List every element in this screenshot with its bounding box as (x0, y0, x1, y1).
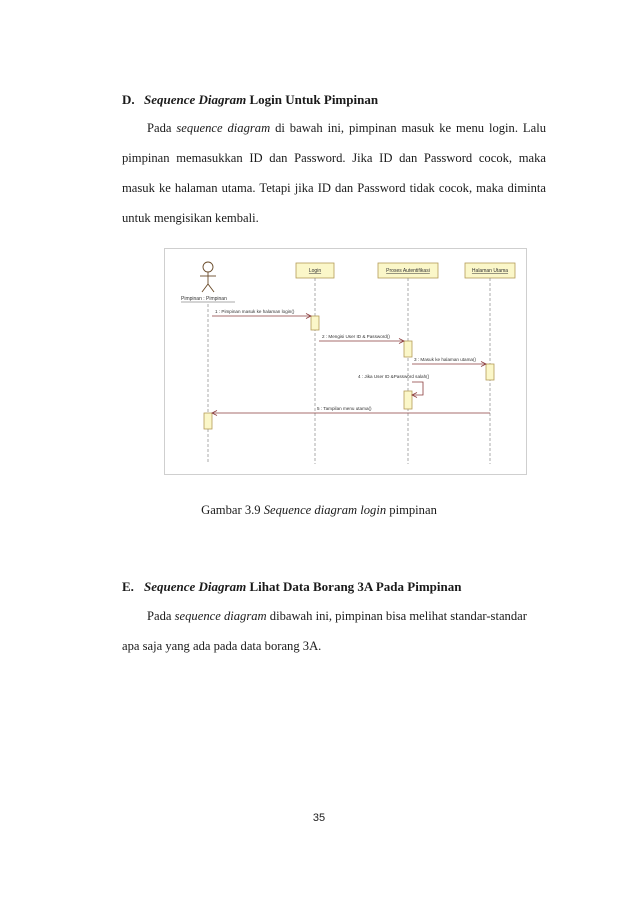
message-4-arrow (412, 382, 423, 395)
section-d-heading (122, 92, 378, 108)
section-d-title-italic: Sequence Diagram (144, 92, 247, 107)
lifeline-home-label: Halaman Utama (471, 268, 509, 274)
paragraph-line: masuk ke halaman utama. Tetapi jika ID dan Password tidak cocok, maka diminta (122, 181, 546, 195)
lifeline-auth-label: Proses Autentifikasi (386, 268, 430, 274)
message-5-label: 5 : Tampilan menu utama() (317, 406, 372, 411)
paragraph-line: untuk mengisikan kembali. (122, 211, 259, 225)
paragraph-line: pimpinan memasukkan ID dan Password. Jika ID dan Password cocok, maka (122, 151, 546, 165)
lifeline-dashes (208, 278, 490, 464)
message-3-label: 3 : Masuk ke halaman utama() (414, 357, 477, 362)
section-e-paragraph (122, 601, 546, 661)
section-d-letter: D. (122, 92, 135, 107)
paragraph-line: Pada sequence diagram di bawah ini, pimpinan masuk ke menu login. Lalu (147, 121, 546, 135)
actor-icon (200, 262, 216, 292)
page-number: 35 (312, 812, 326, 824)
activation-boxes (204, 316, 494, 429)
section-e-heading (122, 579, 461, 595)
message-1-label: 1 : Pimpinan masuk ke halaman login() (215, 309, 295, 314)
message-2-label: 2 : Mengisi User ID & Password() (322, 334, 390, 339)
section-e-title-rest: Lihat Data Borang 3A Pada Pimpinan (246, 579, 462, 594)
section-d-title-rest: Login Untuk Pimpinan (246, 92, 379, 107)
figure-caption: Gambar 3.9 Sequence diagram login pimpinan (201, 503, 437, 517)
message-4-label: 4 : Jika User ID &Password salah() (358, 374, 430, 379)
paragraph-line: Pada sequence diagram dibawah ini, pimpinan bisa melihat standar-standar (147, 609, 527, 623)
section-d-paragraph (122, 113, 546, 233)
lifeline-login-label: Login (308, 268, 322, 274)
section-e-letter: E. (122, 579, 134, 594)
sequence-diagram-figure (164, 248, 527, 475)
lifeline-actor-label: Pimpinan : Pimpinan (181, 296, 227, 302)
paragraph-line: apa saja yang ada pada data borang 3A. (122, 639, 322, 653)
section-e-title-italic: Sequence Diagram (144, 579, 247, 594)
